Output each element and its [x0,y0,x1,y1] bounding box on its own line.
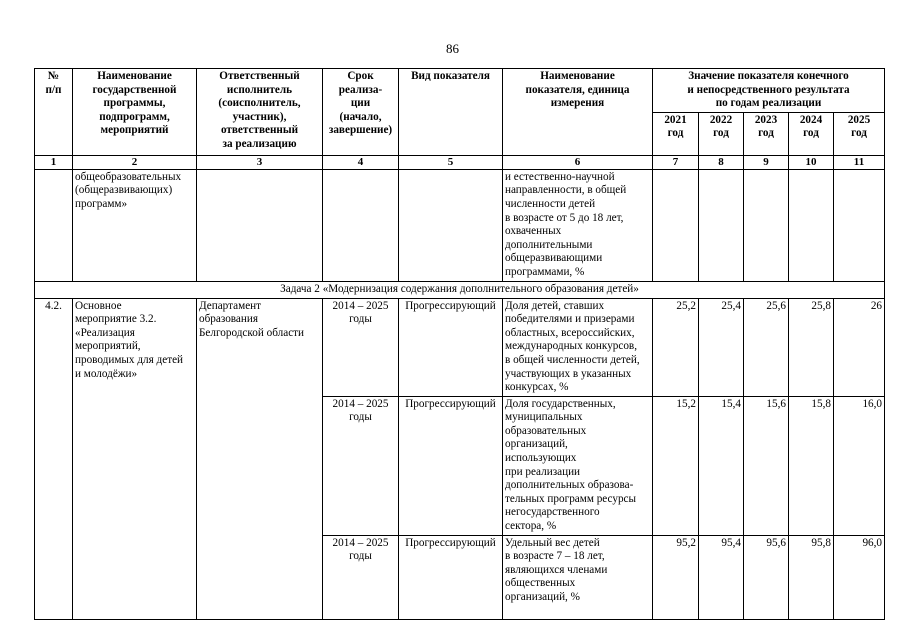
cell-type: Прогрессирующий [399,298,503,396]
cell-value: 16,0 [834,396,885,535]
cell-value [834,169,885,281]
header-term: Срок реализа- ции (начало, завершение) [323,69,399,156]
header-year: 2024 год [789,112,834,155]
cell-indicator-name: и естественно-научной направленности, в общей численности детей в возрасте от 5 до 18 лет, охваченных дополнительными общеразвивающими программами, % [503,169,653,281]
cell-program: общеобразовательных (общеразвивающих) программ» [73,169,197,281]
cell-value: 25,2 [653,298,699,396]
header-executor: Ответственный исполнитель (соисполнитель, участник), ответственный за реализацию [197,69,323,156]
column-number: 7 [653,155,699,169]
cell-value: 95,6 [744,535,789,619]
column-number: 11 [834,155,885,169]
indicators-table [34,68,885,620]
cell-value: 25,4 [699,298,744,396]
header-indicator-name: Наименование показателя, единица измерения [503,69,653,156]
header-values-group: Значение показателя конечного и непосредственного результата по годам реализации [653,69,885,113]
cell-value: 96,0 [834,535,885,619]
cell-term [323,169,399,281]
header-program: Наименование государственной программы, подпрограмм, мероприятий [73,69,197,156]
continuation-row [35,169,885,281]
activity-num: 4.2. [35,298,73,619]
page-number: 86 [446,41,459,56]
cell-value [744,169,789,281]
cell-value: 25,8 [789,298,834,396]
cell-type: Прогрессирующий [399,396,503,535]
cell-type [399,169,503,281]
header-year: 2025 год [834,112,885,155]
cell-value: 15,2 [653,396,699,535]
task-title: Задача 2 «Модернизация содержания дополнительного образования детей» [35,281,885,298]
column-number: 6 [503,155,653,169]
cell-type: Прогрессирующий [399,535,503,619]
cell-value: 15,6 [744,396,789,535]
column-number: 3 [197,155,323,169]
header-year: 2022 год [699,112,744,155]
cell-value: 15,8 [789,396,834,535]
cell-value: 95,4 [699,535,744,619]
activity-program: Основное мероприятие 3.2. «Реализация мероприятий, проводимых для детей и молодёжи» [73,298,197,619]
header-year: 2023 год [744,112,789,155]
cell-num [35,169,73,281]
cell-value [699,169,744,281]
cell-term: 2014 – 2025 годы [323,396,399,535]
header-num: № п/п [35,69,73,156]
column-number: 9 [744,155,789,169]
column-number: 8 [699,155,744,169]
cell-term: 2014 – 2025 годы [323,298,399,396]
cell-indicator-name: Доля детей, ставших победителями и призерами областных, всероссийских, международных конкурсов, в общей численности детей, участвующих в указанных конкурсах, % [503,298,653,396]
activity-executor: Департамент образования Белгородской области [197,298,323,619]
cell-term: 2014 – 2025 годы [323,535,399,619]
cell-value [653,169,699,281]
cell-value: 15,4 [699,396,744,535]
cell-value: 95,8 [789,535,834,619]
header-year: 2021 год [653,112,699,155]
column-number: 4 [323,155,399,169]
task-row [35,281,885,298]
cell-indicator-name: Удельный вес детей в возрасте 7 – 18 лет, являющихся членами общественных организаций, % [503,535,653,619]
column-number: 10 [789,155,834,169]
table-row [35,298,885,396]
column-number: 5 [399,155,503,169]
cell-value: 95,2 [653,535,699,619]
cell-executor [197,169,323,281]
column-number: 2 [73,155,197,169]
cell-value: 25,6 [744,298,789,396]
header-indicator-type: Вид показателя [399,69,503,156]
cell-indicator-name: Доля государственных, муниципальных образовательных организаций, использующих при реализации дополнительных образова- тельных программ ресурсы негосударственного сектора, % [503,396,653,535]
cell-value: 26 [834,298,885,396]
column-number: 1 [35,155,73,169]
cell-value [789,169,834,281]
